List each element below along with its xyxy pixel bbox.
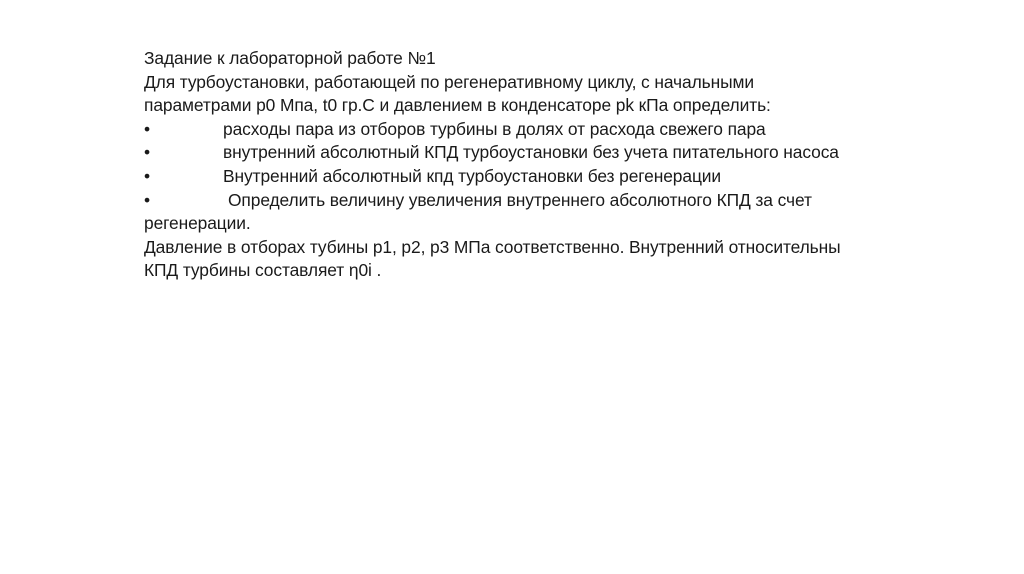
bullet-item-text: Внутренний абсолютный кпд турбоустановки без регенерации <box>223 165 722 186</box>
bullet-marker: • <box>144 189 150 210</box>
bullet-marker: • <box>144 118 150 139</box>
bullet-item <box>144 118 884 142</box>
bullet-continuation: регенерации. <box>144 213 251 234</box>
bullet-item-text: расходы пара из отборов турбины в долях от расхода свежего пара <box>223 118 766 139</box>
bullet-item-text: внутренний абсолютный КПД турбоустановки без учета питательного насоса <box>223 142 839 163</box>
bullet-item <box>144 141 884 165</box>
bullet-item-text: Определить величину увеличения внутреннего абсолютного КПД за счет <box>228 189 812 210</box>
intro-line-2: параметрами p0 Мпа, t0 гр.С и давлением в конденсаторе pk кПа определить: <box>144 95 771 116</box>
bullet-item <box>144 189 884 213</box>
closing-line-2: КПД турбины составляет η0i . <box>144 260 382 281</box>
intro-line-1: Для турбоустановки, работающей по регенеративному циклу, с начальными <box>144 71 754 92</box>
closing-line-1: Давление в отборах тубины p1, p2, p3 МПа соответственно. Внутренний относительны <box>144 236 841 257</box>
assignment-title: Задание к лабораторной работе №1 <box>144 48 436 68</box>
assignment-text <box>144 47 884 283</box>
bullet-marker: • <box>144 165 150 186</box>
bullet-marker: • <box>144 142 150 163</box>
bullet-item <box>144 165 884 189</box>
